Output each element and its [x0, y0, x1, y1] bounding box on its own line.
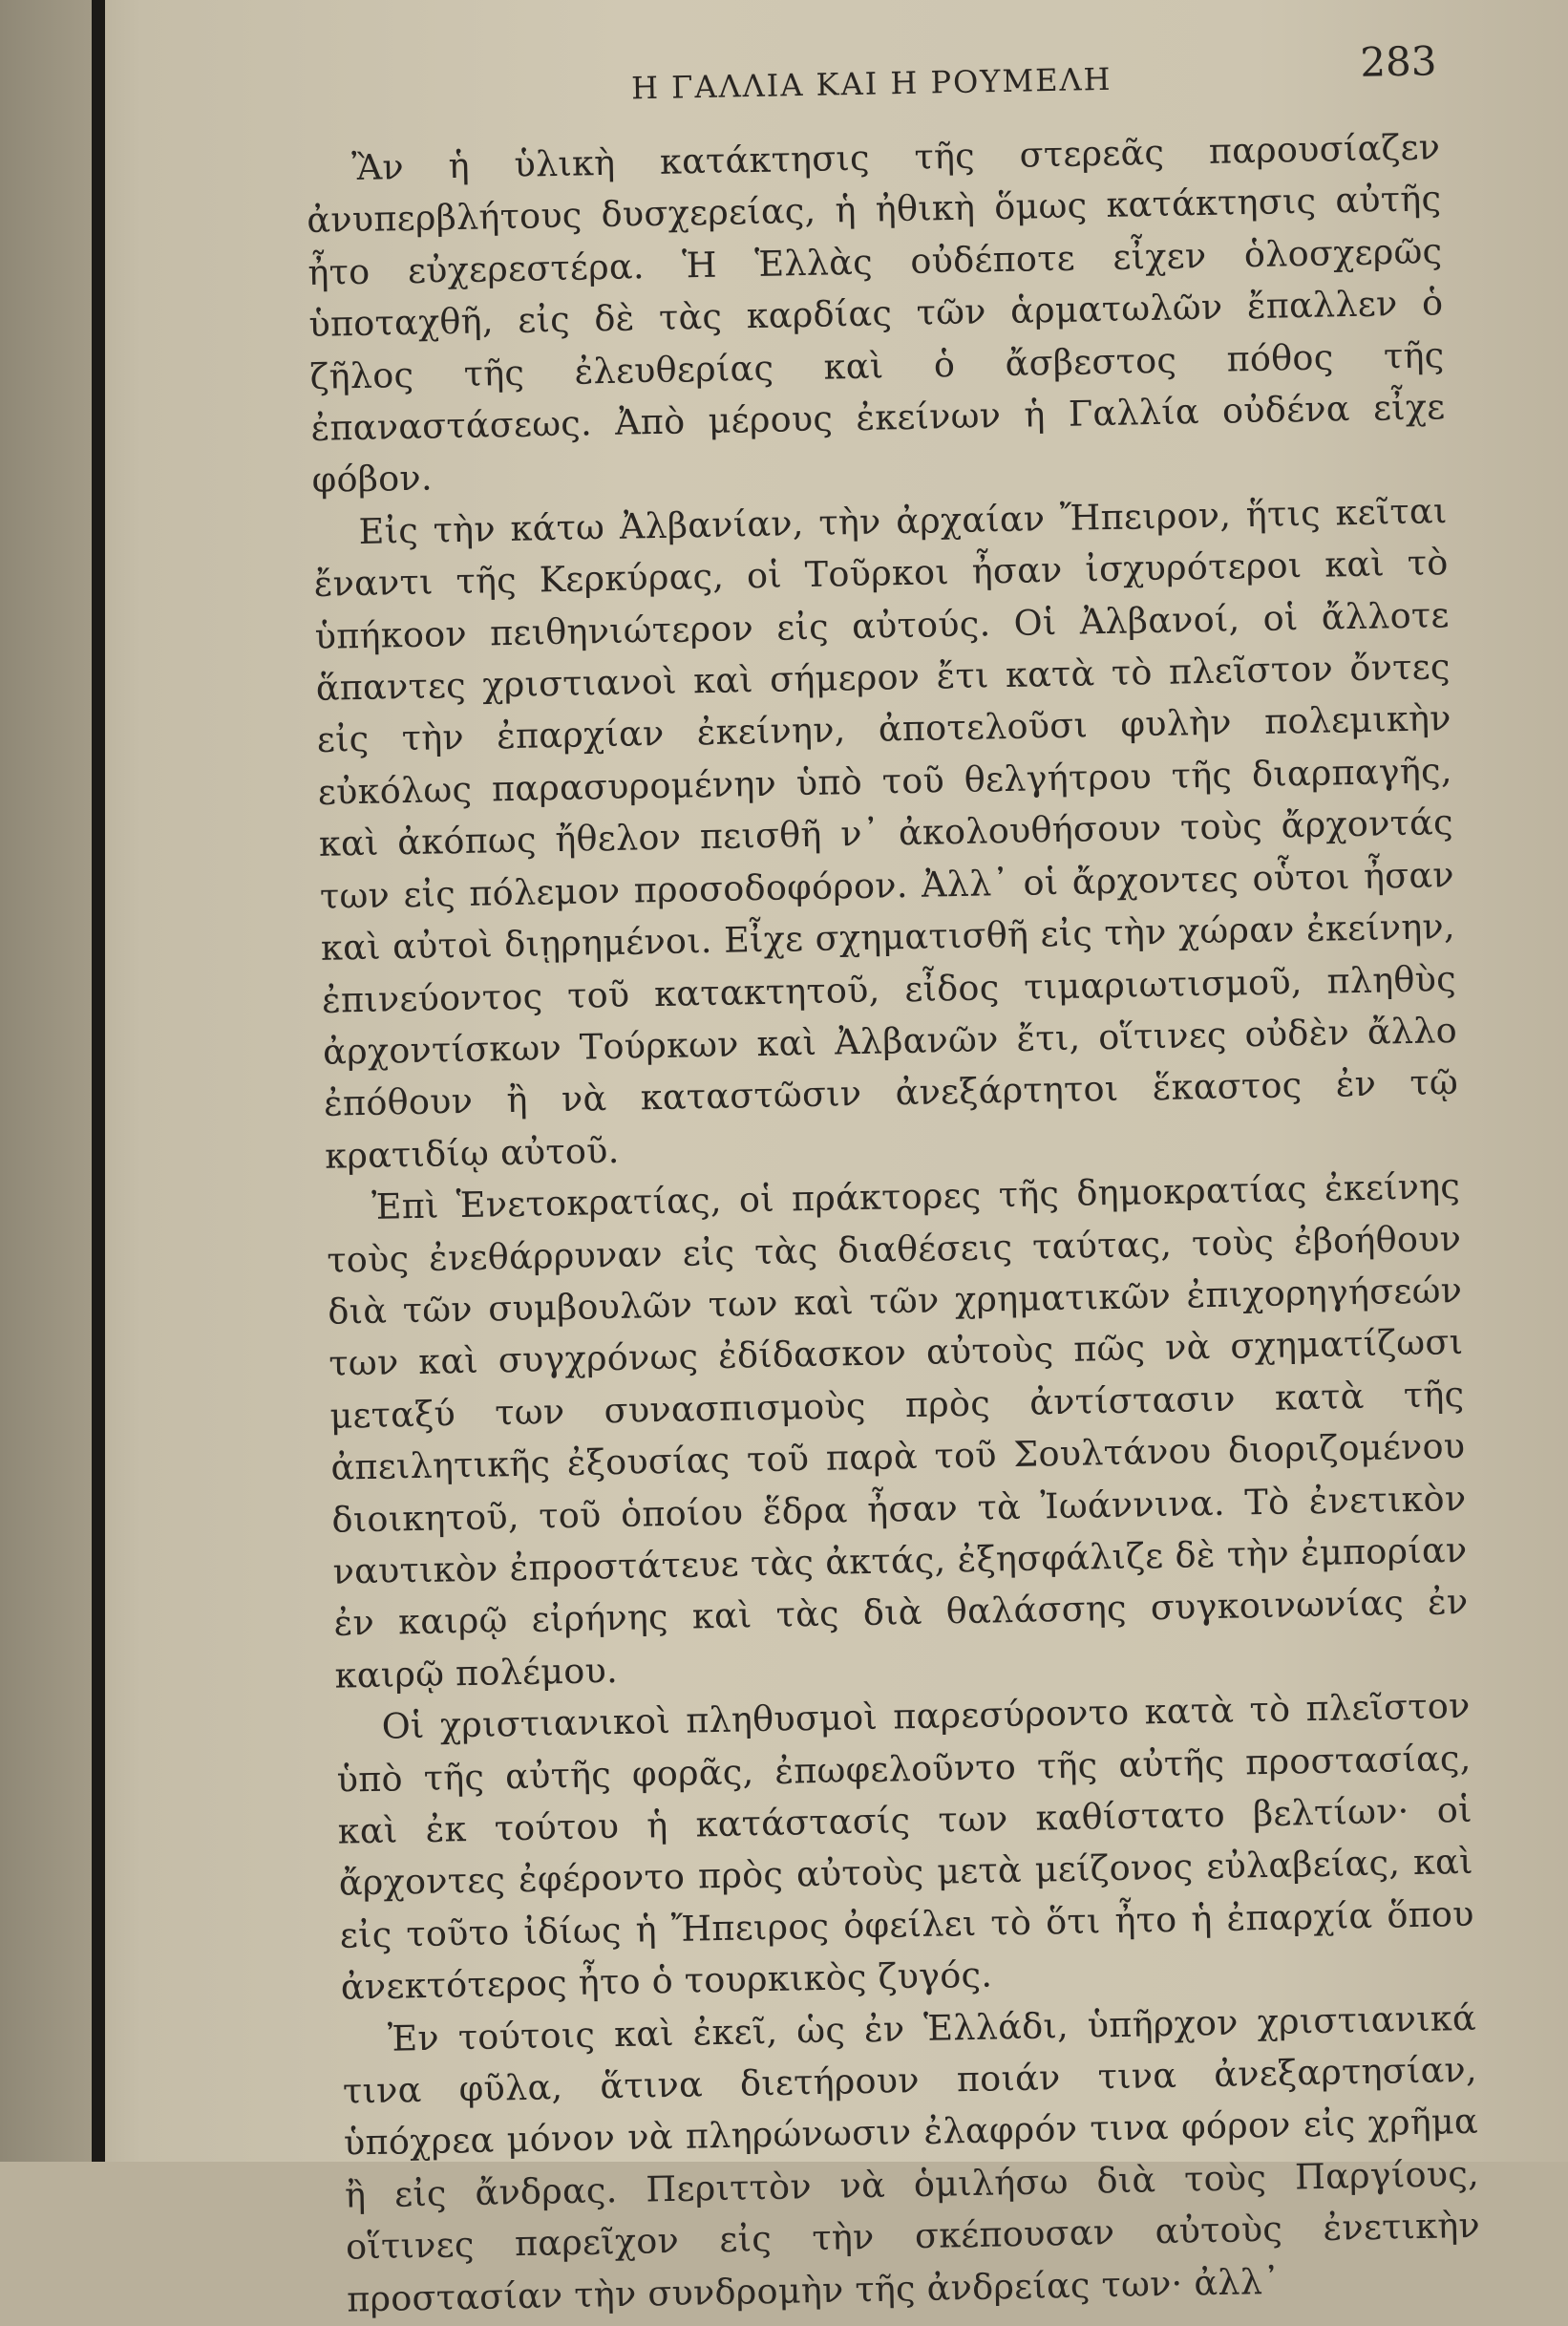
running-head	[304, 28, 1439, 126]
paragraph-5: Ἐν τούτοις καὶ ἐκεῖ, ὡς ἐν Ἑλλάδι, ὑπῆρχον χριστιανικά τινα φῦλα, ἅτινα διετήρουν ποιάν τινα ἀνεξαρτησίαν, ὑπόχρεα μόνον νὰ πληρώνωσιν ἐλαφρόν τινα φόρον εἰς χρῆμα ἢ εἰς ἄνδρας. Περιττὸν νὰ ὁμιλήσω διὰ τοὺς Παργίους, οἵτινες παρεῖχον εἰς τὴν σκέπουσαν αὐτοὺς ἐνετικὴν προστασίαν τὴν συνδρομὴν τῆς ἀνδρείας των· ἀλλ᾽	[342, 1996, 1481, 2320]
text-block	[304, 28, 1482, 2325]
paragraph-3: Ἐπὶ Ἑνετοκρατίας, οἱ πράκτορες τῆς δημοκρατίας ἐκείνης τοὺς ἐνεθάρρυναν εἰς τὰς διαθέσεις ταύτας, τοὺς ἐβοήθουν διὰ τῶν συμβουλῶν των καὶ τῶν χρηματικῶν ἐπιχορηγήσεών των καὶ συγχρόνως ἐδίδασκον αὐτοὺς πῶς νὰ σχηματίζωσι μεταξύ των συνασπισμοὺς πρὸς ἀντίστασιν κατὰ τῆς ἀπειλητικῆς ἐξουσίας τοῦ παρὰ τοῦ Σουλτάνου διοριζομένου διοικητοῦ, τοῦ ὁποίου ἕδρα ἦσαν τὰ Ἰωάννινα. Τὸ ἐνετικὸν ναυτικὸν ἐπροστάτευε τὰς ἀκτάς, ἐξησφάλιζε δὲ τὴν ἐμπορίαν ἐν καιρῷ εἰρήνης καὶ τὰς διὰ θαλάσσης συγκοινωνίας ἐν καιρῷ πολέμου.	[326, 1165, 1469, 1696]
paragraph-1: Ἂν ἡ ὑλικὴ κατάκτησις τῆς στερεᾶς παρουσίαζεν ἀνυπερβλήτους δυσχερείας, ἡ ἠθικὴ ὅμως κατάκτησις αὐτῆς ἦτο εὐχερεστέρα. Ἡ Ἑλλὰς οὐδέποτε εἶχεν ὁλοσχερῶς ὑποταχθῆ, εἰς δὲ τὰς καρδίας τῶν ἁρματωλῶν ἔπαλλεν ὁ ζῆλος τῆς ἐλευθερίας καὶ ὁ ἄσβεστος πόθος τῆς ἐπαναστάσεως. Ἀπὸ μέρους ἐκείνων ἡ Γαλλία οὐδένα εἶχε φόβον.	[307, 126, 1446, 501]
paragraph-4: Οἱ χριστιανικοὶ πληθυσμοὶ παρεσύροντο κατὰ τὸ πλεῖστον ὑπὸ τῆς αὐτῆς φορᾶς, ἐπωφελοῦντο τῆς αὐτῆς προστασίας, καὶ ἐκ τούτου ἡ κατάστασίς των καθίστατο βελτίων· οἱ ἄρχοντες ἐφέροντο πρὸς αὐτοὺς μετὰ μείζονος εὐλαβείας, καὶ εἰς τοῦτο ἰδίως ἡ Ἤπειρος ὀφείλει τὸ ὅτι ἦτο ἡ ἐπαρχία ὅπου ἀνεκτότερος ἦτο ὁ τουρκικὸς ζυγός.	[336, 1685, 1475, 2008]
running-title: Η ΓΑΛΛΙΑ ΚΑΙ Η ΡΟΥΜΕΛΗ	[630, 60, 1112, 107]
book-gutter	[0, 0, 92, 2162]
book-spine-shadow	[92, 0, 105, 2162]
page-number: 283	[1359, 37, 1437, 86]
paragraph-2: Εἰς τὴν κάτω Ἀλβανίαν, τὴν ἀρχαίαν Ἤπειρον, ἥτις κεῖται ἔναντι τῆς Κερκύρας, οἱ Τοῦρκοι ἦσαν ἰσχυρότεροι καὶ τὸ ὑπήκοον πειθηνιώτερον εἰς αὐτούς. Οἱ Ἀλβανοί, οἱ ἄλλοτε ἅπαντες χριστιανοὶ καὶ σήμερον ἔτι κατὰ τὸ πλεῖστον ὄντες εἰς τὴν ἐπαρχίαν ἐκείνην, ἀποτελοῦσι φυλὴν πολεμικὴν εὐκόλως παρασυρομένην ὑπὸ τοῦ θελγήτρου τῆς διαρπαγῆς, καὶ ἀκόπως ἤθελον πεισθῆ ν᾽ ἀκολουθήσουν τοὺς ἄρχοντάς των εἰς πόλεμον προσοδοφόρον. Ἀλλ᾽ οἱ ἄρχοντες οὗτοι ἦσαν καὶ αὐτοὶ διῃρημένοι. Εἶχε σχηματισθῆ εἰς τὴν χώραν ἐκείνην, ἐπινεύοντος τοῦ κατακτητοῦ, εἶδος τιμαριωτισμοῦ, πληθὺς ἀρχοντίσκων Τούρκων καὶ Ἀλβανῶν ἔτι, οἵτινες οὐδὲν ἄλλο ἐπόθουν ἢ νὰ καταστῶσιν ἀνεξάρτητοι ἕκαστος ἐν τῷ κρατιδίῳ αὐτοῦ.	[313, 489, 1459, 1177]
